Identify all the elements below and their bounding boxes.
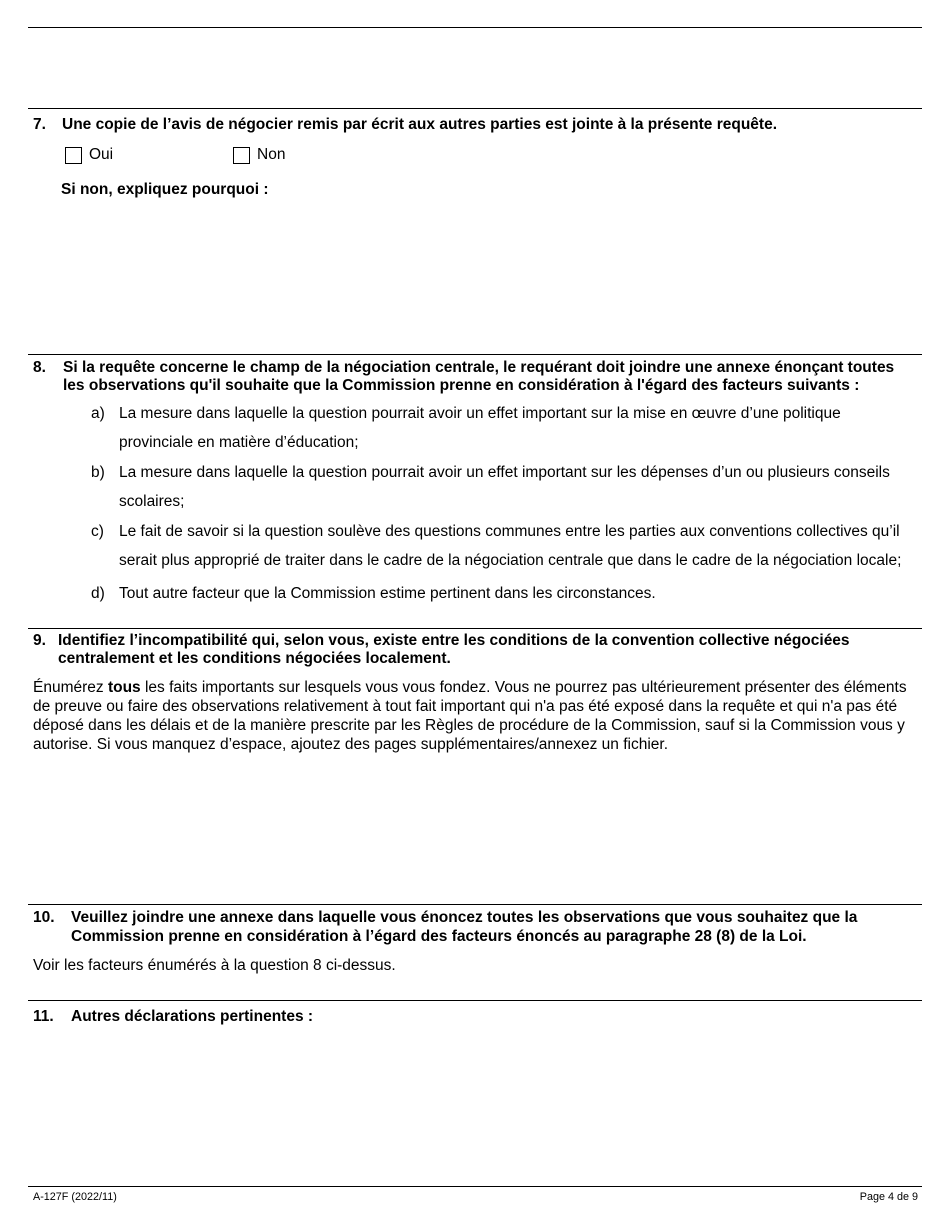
item-marker: d) [91,584,105,602]
question-text: Une copie de l’avis de négocier remis par écrit aux autres parties est jointe à la présente requête. [62,116,778,133]
incompatibility-field[interactable] [33,758,918,898]
form-code: A-127F (2022/11) [33,1191,117,1203]
section-divider [28,108,922,109]
other-statements-field[interactable] [33,1034,918,1180]
item-marker: c) [91,522,104,540]
instructions-emphasis: tous [107,678,141,696]
footer-rule [28,1186,922,1187]
question-number: 8. [33,359,46,376]
question-number: 11. [33,1008,54,1025]
section-divider [28,354,922,355]
question-number: 10. [33,908,55,926]
top-rule [28,27,922,28]
question-text: Autres déclarations pertinentes : [71,1008,314,1025]
question-number: 7. [33,116,46,133]
non-label: Non [257,146,286,163]
question-text: Identifiez l’incompatibilité qui, selon vous, existe entre les conditions de la convention collective négociées centralement et les conditions négociées localement. [58,632,850,667]
item-text: Tout autre facteur que la Commission estime pertinent dans les circonstances. [119,584,656,602]
instructions-body: les faits importants sur lesquels vous vous fondez. Vous ne pourrez pas ultérieurement présenter des éléments de preuve ou faire des observations relativement à tout fait important qui n'a pas été exposé dans la requête et qui n'a pas été déposé dans les délais et de la manière prescrite par les Règles de procédure de la Commission, sauf si la Commission vous y autorise. Si vous manquez d’espace, ajoutez des pages supplémentaires/annexez un fichier. [33,678,907,753]
item-marker: a) [91,404,105,422]
section-divider [28,1000,922,1001]
instructions-lead: Énumérez [33,678,108,696]
oui-checkbox[interactable] [65,147,82,164]
item-text: Le fait de savoir si la question soulève des questions communes entre les parties aux conventions collectives qu’il serait plus approprié de traiter dans le cadre de la négociation centrale que dans le cadre de la négociation locale; [119,522,902,569]
question-text: Si la requête concerne le champ de la négociation centrale, le requérant doit joindre une annexe énonçant toutes les observations qu'il souhaite que la Commission prenne en considération à l'égard des facteurs suivants : [63,359,895,394]
non-checkbox[interactable] [233,147,250,164]
question-text: Veuillez joindre une annexe dans laquelle vous énoncez toutes les observations que vous souhaitez que la Commission prenne en considération à l’égard des facteurs énoncés au paragraphe 28 (8) de la Loi. [71,908,858,945]
item-text: La mesure dans laquelle la question pourrait avoir un effet important sur la mise en œuvre d’une politique provinciale en matière d’éducation; [119,404,841,451]
oui-label: Oui [89,146,114,163]
item-text: La mesure dans laquelle la question pourrait avoir un effet important sur les dépenses d’un ou plusieurs conseils scolaires; [119,463,890,510]
section-divider [28,904,922,905]
section-divider [28,628,922,629]
item-marker: b) [91,463,105,481]
page-number: Page 4 de 9 [859,1191,918,1203]
question-number: 9. [33,632,46,649]
followup-label: Si non, expliquez pourquoi : [61,181,269,198]
explanation-field[interactable] [61,204,918,346]
question-note: Voir les facteurs énumérés à la question 8 ci-dessus. [33,957,396,974]
instructions-paragraph [33,678,918,754]
